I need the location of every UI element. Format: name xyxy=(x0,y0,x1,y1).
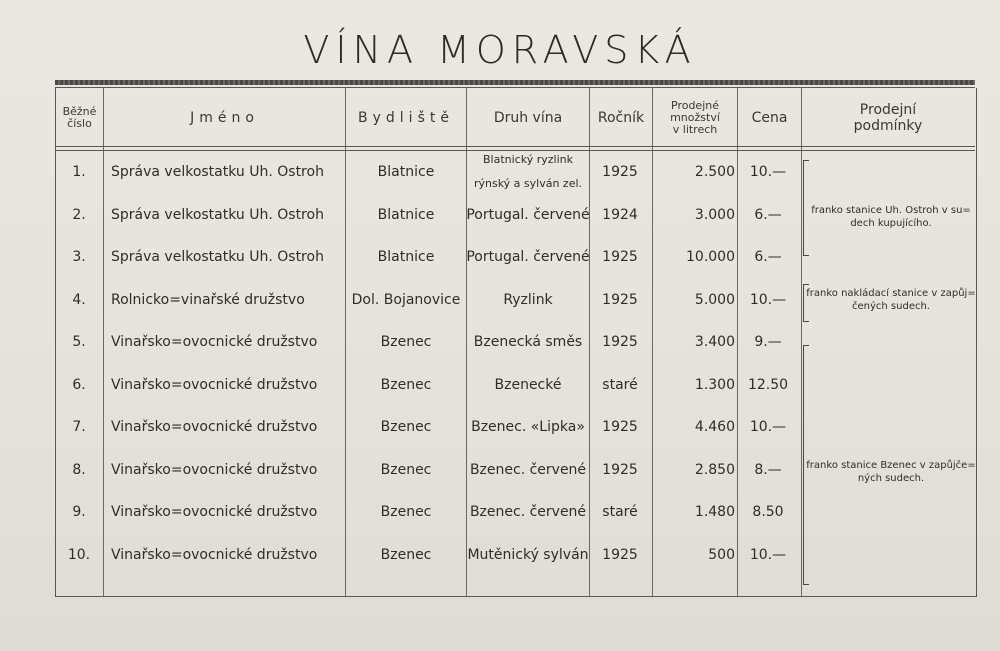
row-wine-line: Bzenec. červené xyxy=(469,461,587,478)
header-place: Bydliště xyxy=(358,110,454,126)
row-wine-line: Ryzlink xyxy=(503,291,553,308)
header-price: Cena xyxy=(751,110,788,126)
row-name: Vinařsko=ovocnické družstvo xyxy=(111,546,318,563)
row-wine xyxy=(467,321,589,363)
row-wine-line: Blatnický ryzlink xyxy=(483,153,573,166)
row-name: Vinařsko=ovocnické družstvo xyxy=(111,504,318,520)
row-wine xyxy=(467,449,589,491)
row-place: Blatnice xyxy=(377,249,435,265)
row-wine-line: Portugal. červené xyxy=(466,206,590,223)
condition-rows-1-3: franko stanice Uh. Ostroh v su= dech kupujícího. xyxy=(811,205,971,229)
row-quantity: 10.000 xyxy=(686,249,735,265)
row-quantity: 3.000 xyxy=(694,206,735,223)
row-name: Vinařsko=ovocnické družstvo xyxy=(111,334,318,350)
row-quantity: 3.400 xyxy=(694,334,735,350)
row-wine-line: Bzenec. červené xyxy=(469,504,587,520)
row-wine xyxy=(467,236,589,278)
header-rule-thick xyxy=(55,80,975,85)
row-year: 1925 xyxy=(602,249,638,265)
row-price: 10.— xyxy=(749,291,787,308)
row-number: 8. xyxy=(72,461,86,478)
row-year: 1924 xyxy=(602,206,638,223)
row-number: 10. xyxy=(67,546,91,563)
row-number: 1. xyxy=(72,164,86,180)
header-name: Jméno xyxy=(190,110,259,126)
row-quantity: 4.460 xyxy=(694,419,735,435)
row-wine-line: Bzenecká směs xyxy=(473,334,583,350)
row-year: 1925 xyxy=(602,291,638,308)
row-name: Správa velkostatku Uh. Ostroh xyxy=(111,249,324,265)
table-row xyxy=(55,364,975,406)
row-price: 8.— xyxy=(754,461,782,478)
row-number: 6. xyxy=(72,376,86,393)
row-wine xyxy=(467,151,589,193)
table-row xyxy=(55,151,975,193)
row-number: 9. xyxy=(72,504,86,520)
row-wine-line: Mutěnický sylván xyxy=(467,546,589,563)
row-place: Bzenec xyxy=(380,334,432,350)
row-price: 10.— xyxy=(749,164,787,180)
row-name: Správa velkostatku Uh. Ostroh xyxy=(111,164,324,180)
table-row xyxy=(55,491,975,533)
row-number: 5. xyxy=(72,334,86,350)
row-wine xyxy=(467,534,589,576)
row-year: 1925 xyxy=(602,334,638,350)
condition-row-4: franko nakládací stanice v zapůj= čených sudech. xyxy=(806,288,976,312)
row-wine xyxy=(467,364,589,406)
condition-rows-5-10: franko stanice Bzenec v zapůjče= ných sudech. xyxy=(806,460,976,484)
page-title: VÍNA MORAVSKÁ xyxy=(303,28,697,72)
header-qty: Prodejné množství v litrech xyxy=(670,99,720,136)
header-wine: Druh vína xyxy=(493,110,563,126)
row-place: Bzenec xyxy=(380,376,432,393)
row-price: 6.— xyxy=(754,206,782,223)
row-price: 10.— xyxy=(749,419,787,435)
row-name: Vinařsko=ovocnické družstvo xyxy=(111,419,318,435)
row-price: 10.— xyxy=(749,546,787,563)
row-price: 9.— xyxy=(754,334,782,350)
row-price: 8.50 xyxy=(752,504,784,520)
row-number: 3. xyxy=(72,249,86,265)
row-place: Bzenec xyxy=(380,461,432,478)
row-quantity: 1.480 xyxy=(694,504,735,520)
row-number: 4. xyxy=(72,291,86,308)
row-place: Blatnice xyxy=(377,164,435,180)
row-number: 2. xyxy=(72,206,86,223)
row-year: 1925 xyxy=(602,164,638,180)
table-row xyxy=(55,534,975,576)
row-year: staré xyxy=(602,504,638,520)
row-year: staré xyxy=(602,376,638,393)
row-wine-line: rýnský a sylván zel. xyxy=(473,177,583,190)
row-name: Vinařsko=ovocnické družstvo xyxy=(111,376,318,393)
row-place: Bzenec xyxy=(380,546,432,563)
row-year: 1925 xyxy=(602,419,638,435)
row-wine xyxy=(467,491,589,533)
row-wine-line: Bzenecké xyxy=(494,376,562,393)
row-quantity: 500 xyxy=(708,546,735,563)
header-conditions: Prodejní podmínky xyxy=(853,102,923,134)
table-row xyxy=(55,321,975,363)
row-place: Bzenec xyxy=(380,419,432,435)
row-number: 7. xyxy=(72,419,86,435)
row-name: Správa velkostatku Uh. Ostroh xyxy=(111,206,324,223)
row-wine xyxy=(467,279,589,321)
row-place: Blatnice xyxy=(377,206,435,223)
row-wine-line: Bzenec. «Lipka» xyxy=(471,419,585,435)
row-quantity: 2.850 xyxy=(694,461,735,478)
row-wine-line: Portugal. červené xyxy=(466,249,590,265)
header-bottom-rule xyxy=(55,146,975,147)
table-row xyxy=(55,236,975,278)
row-price: 12.50 xyxy=(747,376,789,393)
row-wine xyxy=(467,194,589,236)
row-name: Vinařsko=ovocnické družstvo xyxy=(111,461,318,478)
header-year: Ročník xyxy=(597,110,645,126)
row-wine xyxy=(467,406,589,448)
table-row xyxy=(55,406,975,448)
row-quantity: 2.500 xyxy=(694,164,735,180)
row-price: 6.— xyxy=(754,249,782,265)
row-quantity: 5.000 xyxy=(694,291,735,308)
row-place: Dol. Bojanovice xyxy=(351,291,461,308)
row-quantity: 1.300 xyxy=(694,376,735,393)
row-place: Bzenec xyxy=(380,504,432,520)
row-year: 1925 xyxy=(602,546,638,563)
header-num: Běžné číslo xyxy=(62,105,97,130)
row-name: Rolnicko=vinařské družstvo xyxy=(111,291,305,308)
row-year: 1925 xyxy=(602,461,638,478)
